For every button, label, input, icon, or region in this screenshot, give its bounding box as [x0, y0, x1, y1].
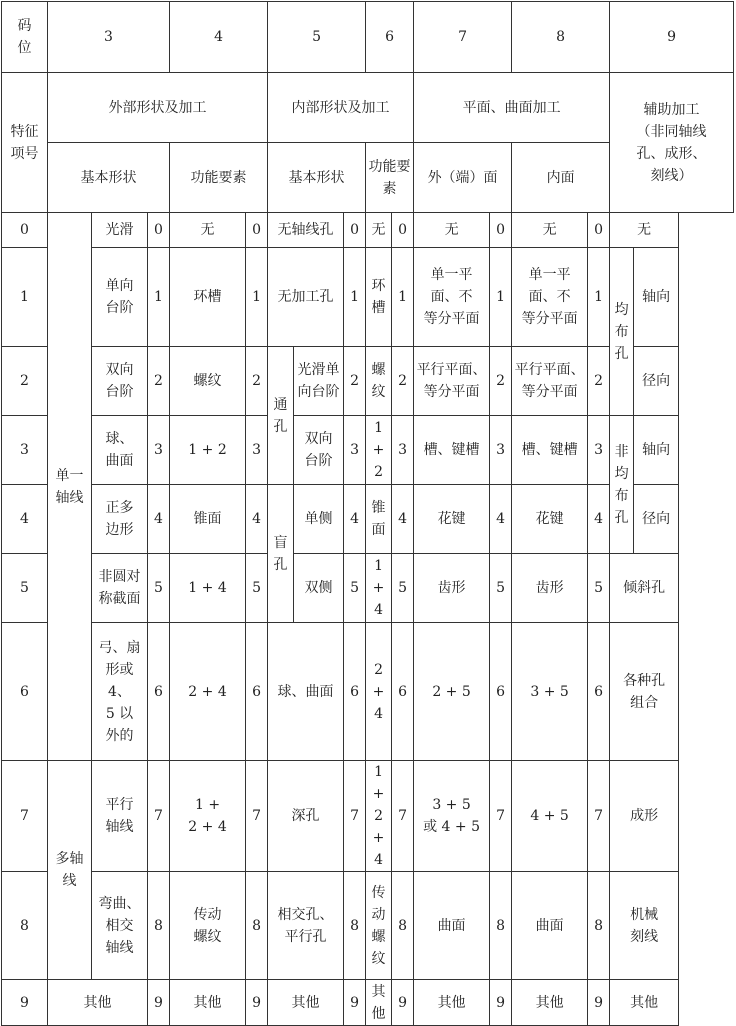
inner-face-cell: 平行平面、 等分平面 [512, 347, 588, 416]
code-digit: 8 [588, 872, 610, 980]
feature-number: 6 [2, 623, 48, 761]
auxiliary-cell: 其他 [610, 980, 679, 1026]
code-digit: 9 [588, 980, 610, 1026]
code-digit: 5 [490, 554, 512, 623]
code-digit: 0 [148, 213, 170, 248]
feature-number: 3 [2, 416, 48, 485]
internal-function-cell: 1 + 2 + 4 [366, 761, 392, 872]
table-row [2, 213, 734, 248]
code-digit: 8 [246, 872, 268, 980]
outer-face-cell: 槽、键槽 [414, 416, 490, 485]
code-digit: 0 [246, 213, 268, 248]
code-digit: 9 [148, 980, 170, 1026]
code-digit: 2 [490, 347, 512, 416]
outer-face-cell: 单一平 面、不 等分平面 [414, 248, 490, 347]
auxiliary-cell: 成形 [610, 761, 679, 872]
code-digit: 4 [392, 485, 414, 554]
outer-face-cell: 其他 [414, 980, 490, 1026]
outer-face-cell: 花键 [414, 485, 490, 554]
auxiliary-cell: 径向 [634, 485, 679, 554]
auxiliary-cell: 无 [610, 213, 679, 248]
code-digit: 0 [490, 213, 512, 248]
uniform-holes-group: 均 布 孔 [610, 248, 634, 416]
external-shape-header: 外部形状及加工 [48, 73, 268, 143]
feature-number-label: 特征 项号 [2, 73, 48, 213]
code-digit: 8 [490, 872, 512, 980]
external-shape-cell: 单向 台阶 [92, 248, 148, 347]
internal-basic-shape-header: 基本形状 [268, 143, 366, 213]
table-row [2, 416, 734, 485]
code-digit: 4 [246, 485, 268, 554]
external-function-cell: 锥面 [170, 485, 246, 554]
internal-shape-cell: 无轴线孔 [268, 213, 344, 248]
code-digit: 1 [246, 248, 268, 347]
code-digit: 2 [246, 347, 268, 416]
code-digit: 3 [148, 416, 170, 485]
internal-shape-cell: 相交孔、 平行孔 [268, 872, 344, 980]
inner-face-cell: 花键 [512, 485, 588, 554]
inner-face-cell: 4 + 5 [512, 761, 588, 872]
external-function-cell: 2 + 4 [170, 623, 246, 761]
internal-function-cell: 螺纹 [366, 347, 392, 416]
part-feature-code-table [1, 1, 734, 1026]
feature-number: 1 [2, 248, 48, 347]
single-axis-group: 单一 轴线 [48, 213, 92, 761]
code-digit: 9 [344, 980, 366, 1026]
inner-face-cell: 无 [512, 213, 588, 248]
external-shape-cell: 球、 曲面 [92, 416, 148, 485]
external-shape-cell: 光滑 [92, 213, 148, 248]
code-digit: 1 [490, 248, 512, 347]
internal-shape-cell: 双侧 [294, 554, 344, 623]
code-digit: 6 [392, 623, 414, 761]
inner-face-cell: 槽、键槽 [512, 416, 588, 485]
code-digit: 4 [588, 485, 610, 554]
code-digit: 5 [588, 554, 610, 623]
code-digit: 7 [588, 761, 610, 872]
external-shape-cell: 非圆对 称截面 [92, 554, 148, 623]
position-7: 7 [414, 2, 512, 73]
external-function-cell: 1 + 4 [170, 554, 246, 623]
code-digit: 3 [246, 416, 268, 485]
external-function-cell: 1 + 2 [170, 416, 246, 485]
nonuniform-holes-group: 非 均 布 孔 [610, 416, 634, 554]
external-shape-cell: 平行 轴线 [92, 761, 148, 872]
external-function-cell: 螺纹 [170, 347, 246, 416]
internal-shape-cell: 球、曲面 [268, 623, 344, 761]
external-function-cell: 环槽 [170, 248, 246, 347]
code-digit: 7 [148, 761, 170, 872]
feature-number: 8 [2, 872, 48, 980]
internal-function-cell: 锥面 [366, 485, 392, 554]
code-digit: 0 [588, 213, 610, 248]
code-digit: 3 [588, 416, 610, 485]
position-row [2, 2, 734, 73]
multi-axis-group: 多轴 线 [48, 761, 92, 980]
table-row [2, 761, 734, 872]
code-digit: 1 [392, 248, 414, 347]
code-digit: 3 [392, 416, 414, 485]
inner-face-cell: 曲面 [512, 872, 588, 980]
table-row [2, 872, 734, 980]
code-digit: 7 [490, 761, 512, 872]
inner-face-cell: 其他 [512, 980, 588, 1026]
external-shape-cell: 其他 [48, 980, 148, 1026]
auxiliary-cell: 径向 [634, 347, 679, 416]
internal-function-cell: 传动 螺纹 [366, 872, 392, 980]
code-digit: 0 [392, 213, 414, 248]
position-5: 5 [268, 2, 366, 73]
outer-face-cell: 齿形 [414, 554, 490, 623]
code-digit: 8 [344, 872, 366, 980]
code-digit: 5 [344, 554, 366, 623]
through-hole-group: 通 孔 [268, 347, 294, 485]
position-8: 8 [512, 2, 610, 73]
inner-face-cell: 3 + 5 [512, 623, 588, 761]
auxiliary-cell: 机械 刻线 [610, 872, 679, 980]
external-function-cell: 传动 螺纹 [170, 872, 246, 980]
external-shape-cell: 正多 边形 [92, 485, 148, 554]
position-3: 3 [48, 2, 170, 73]
feature-number: 2 [2, 347, 48, 416]
internal-shape-cell: 双向 台阶 [294, 416, 344, 485]
plane-surface-header: 平面、曲面加工 [414, 73, 610, 143]
code-digit: 1 [588, 248, 610, 347]
code-digit: 6 [490, 623, 512, 761]
auxiliary-cell: 各种孔 组合 [610, 623, 679, 761]
code-digit: 6 [148, 623, 170, 761]
internal-function-cell: 2 + 4 [366, 623, 392, 761]
code-digit: 3 [490, 416, 512, 485]
outer-face-cell: 平行平面、 等分平面 [414, 347, 490, 416]
internal-shape-cell: 无加工孔 [268, 248, 344, 347]
code-digit: 1 [344, 248, 366, 347]
outer-face-cell: 3 + 5 或 4 + 5 [414, 761, 490, 872]
inner-face-header: 内面 [512, 143, 610, 213]
position-9: 9 [610, 2, 734, 73]
internal-shape-cell: 深孔 [268, 761, 344, 872]
code-digit: 9 [392, 980, 414, 1026]
code-digit: 7 [344, 761, 366, 872]
inner-face-cell: 齿形 [512, 554, 588, 623]
table-row [2, 980, 734, 1026]
table-row [2, 248, 734, 347]
code-digit: 9 [246, 980, 268, 1026]
code-digit: 0 [344, 213, 366, 248]
code-position-label: 码 位 [2, 2, 48, 73]
feature-number: 7 [2, 761, 48, 872]
internal-function-cell: 其他 [366, 980, 392, 1026]
internal-function-cell: 1 + 2 [366, 416, 392, 485]
external-function-header: 功能要素 [170, 143, 268, 213]
internal-function-cell: 1 + 4 [366, 554, 392, 623]
internal-shape-cell: 光滑单 向台阶 [294, 347, 344, 416]
code-digit: 6 [588, 623, 610, 761]
code-digit: 4 [344, 485, 366, 554]
external-shape-cell: 弓、扇 形或 4、 5 以 外的 [92, 623, 148, 761]
code-digit: 3 [344, 416, 366, 485]
outer-face-cell: 曲面 [414, 872, 490, 980]
group-header-row [2, 73, 734, 143]
code-digit: 5 [392, 554, 414, 623]
auxiliary-machining-header: 辅助加工 （非同轴线 孔、成形、 刻线） [610, 73, 734, 213]
internal-shape-cell: 单侧 [294, 485, 344, 554]
code-digit: 2 [344, 347, 366, 416]
code-digit: 6 [344, 623, 366, 761]
feature-number: 4 [2, 485, 48, 554]
outer-face-cell: 无 [414, 213, 490, 248]
feature-number: 5 [2, 554, 48, 623]
internal-shape-cell: 其他 [268, 980, 344, 1026]
auxiliary-cell: 轴向 [634, 416, 679, 485]
external-shape-cell: 双向 台阶 [92, 347, 148, 416]
code-digit: 2 [588, 347, 610, 416]
external-function-cell: 1 + 2 + 4 [170, 761, 246, 872]
code-digit: 9 [490, 980, 512, 1026]
code-digit: 4 [490, 485, 512, 554]
blind-hole-group: 盲 孔 [268, 485, 294, 623]
external-shape-cell: 弯曲、 相交 轴线 [92, 872, 148, 980]
internal-shape-header: 内部形状及加工 [268, 73, 414, 143]
external-function-cell: 其他 [170, 980, 246, 1026]
code-digit: 5 [148, 554, 170, 623]
position-6: 6 [366, 2, 414, 73]
code-digit: 7 [392, 761, 414, 872]
code-digit: 2 [392, 347, 414, 416]
outer-face-cell: 2 + 5 [414, 623, 490, 761]
table-row [2, 554, 734, 623]
code-digit: 1 [148, 248, 170, 347]
auxiliary-cell: 轴向 [634, 248, 679, 347]
outer-face-header: 外（端）面 [414, 143, 512, 213]
inner-face-cell: 单一平 面、不 等分平面 [512, 248, 588, 347]
code-digit: 8 [148, 872, 170, 980]
internal-function-cell: 无 [366, 213, 392, 248]
code-digit: 6 [246, 623, 268, 761]
feature-number: 9 [2, 980, 48, 1026]
classification-table-wrapper [1, 1, 734, 1026]
code-digit: 8 [392, 872, 414, 980]
code-digit: 4 [148, 485, 170, 554]
external-basic-shape-header: 基本形状 [48, 143, 170, 213]
code-digit: 5 [246, 554, 268, 623]
code-digit: 7 [246, 761, 268, 872]
table-row [2, 623, 734, 761]
internal-function-cell: 环槽 [366, 248, 392, 347]
feature-number: 0 [2, 213, 48, 248]
auxiliary-cell: 倾斜孔 [610, 554, 679, 623]
external-function-cell: 无 [170, 213, 246, 248]
position-4: 4 [170, 2, 268, 73]
code-digit: 2 [148, 347, 170, 416]
internal-function-header: 功能要素 [366, 143, 414, 213]
